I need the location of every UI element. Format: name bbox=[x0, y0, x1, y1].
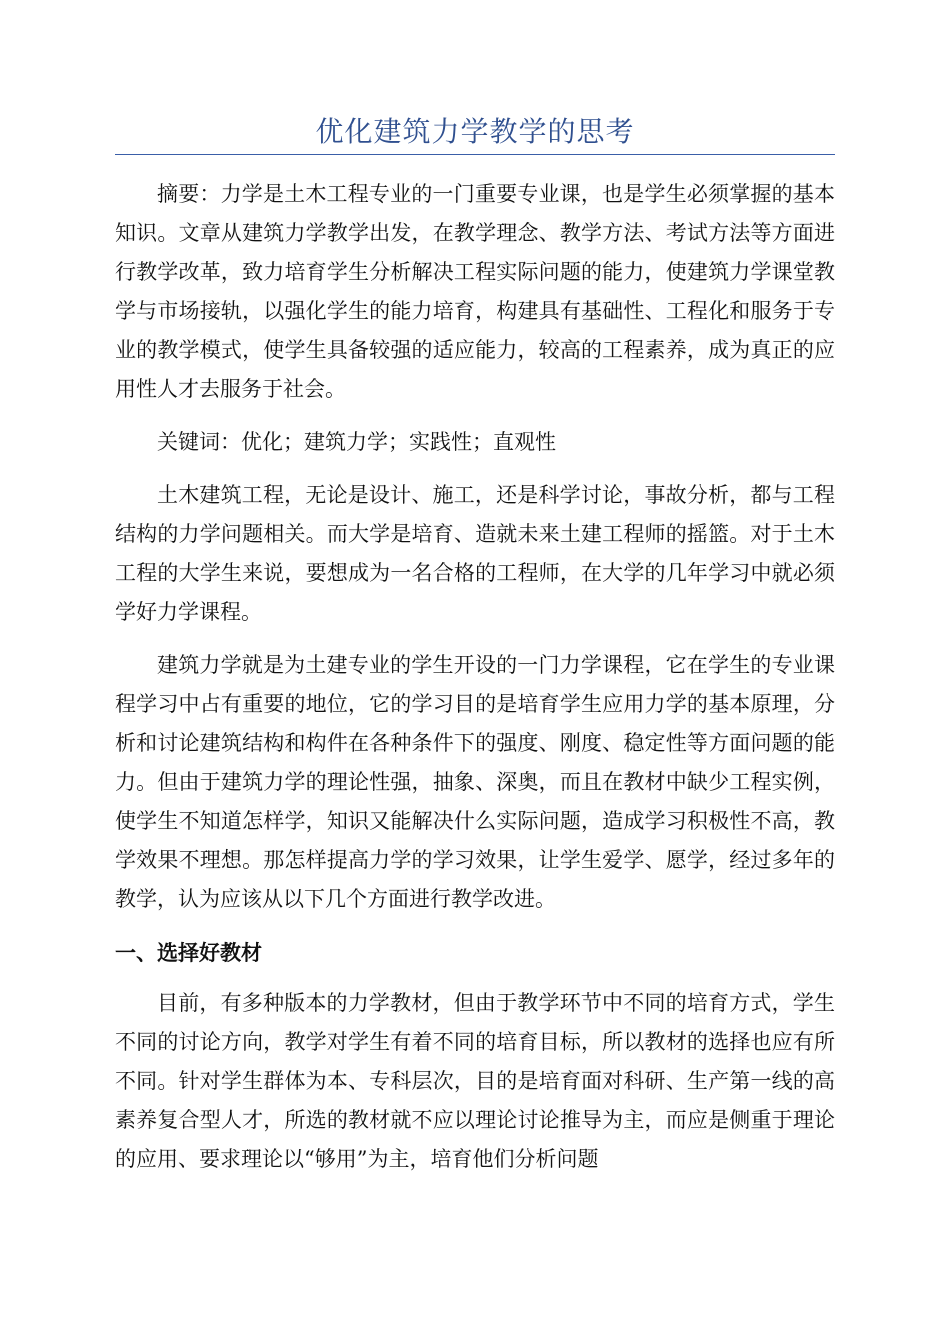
body-paragraph: 建筑力学就是为土建专业的学生开设的一门力学课程，它在学生的专业课程学习中占有重要的地位，它的学习目的是培育学生应用力学的基本原理，分析和讨论建筑结构和构件在各种条件下的强度、刚度、稳定性等方面问题的能力。但由于建筑力学的理论性强，抽象、深奥，而且在教材中缺少工程实例，使学生不知道怎样学，知识又能解决什么实际问题，造成学习积极性不高，教学效果不理想。那怎样提高力学的学习效果，让学生爱学、愿学，经过多年的教学，认为应该从以下几个方面进行教学改进。 bbox=[115, 653, 835, 911]
title-underline bbox=[115, 154, 835, 155]
body-paragraph: 土木建筑工程，无论是设计、施工，还是科学讨论，事故分析，都与工程结构的力学问题相关。而大学是培育、造就未来土建工程师的摇篮。对于土木工程的大学生来说，要想成为一名合格的工程师，在大学的几年学习中就必须学好力学课程。 bbox=[115, 483, 835, 624]
keywords-paragraph: 关键词：优化；建筑力学；实践性；直观性 bbox=[157, 430, 556, 454]
section-heading: 一、选择好教材 bbox=[115, 940, 262, 965]
section-paragraph: 目前，有多种版本的力学教材，但由于教学环节中不同的培育方式，学生不同的讨论方向，教学对学生有着不同的培育目标，所以教材的选择也应有所不同。针对学生群体为本、专科层次，目的是培育面对科研、生产第一线的高素养复合型人才，所选的教材就不应以理论讨论推导为主，而应是侧重于理论的应用、要求理论以“够用”为主，培育他们分析问题 bbox=[115, 991, 835, 1171]
abstract-paragraph: 摘要：力学是土木工程专业的一门重要专业课，也是学生必须掌握的基本知识。文章从建筑力学教学出发，在教学理念、教学方法、考试方法等方面进行教学改革，致力培育学生分析解决工程实际问题的能力，使建筑力学课堂教学与市场接轨，以强化学生的能力培育，构建具有基础性、工程化和服务于专业的教学模式，使学生具备较强的适应能力，较高的工程素养，成为真正的应用性人才去服务于社会。 bbox=[115, 182, 835, 401]
page-title: 优化建筑力学教学的思考 bbox=[315, 115, 635, 148]
document-body bbox=[115, 175, 835, 1193]
